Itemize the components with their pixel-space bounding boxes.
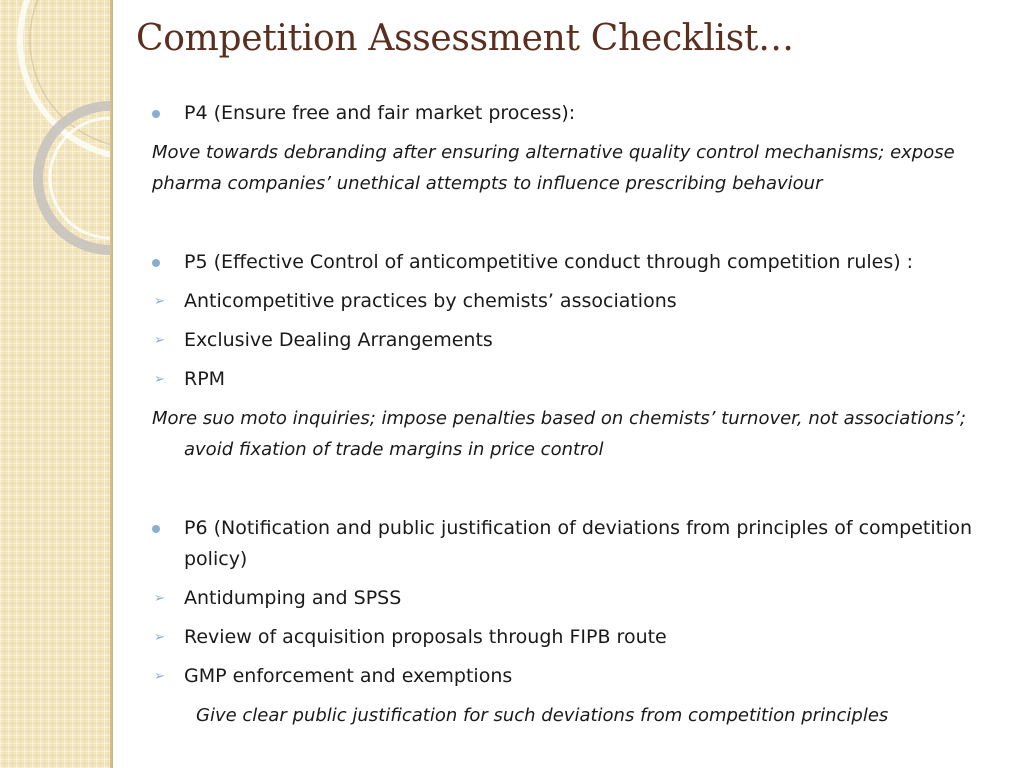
p5-note: More suo moto inquiries; impose penalties based on chemists’ turnover, not associations’; avoid fixation of trade margins in price control xyxy=(152,408,966,460)
p5-item-text: RPM xyxy=(184,368,226,390)
p5-heading-row xyxy=(152,247,1012,278)
p6-heading: P6 (Notification and public justification of deviations from principles of competition policy) xyxy=(184,517,973,570)
p5-item-text: Exclusive Dealing Arrangements xyxy=(184,329,493,351)
p6-item xyxy=(152,583,1012,614)
p5-item-text: Anticompetitive practices by chemists’ associations xyxy=(184,290,677,312)
bullet-dot-icon xyxy=(152,525,160,533)
bullet-dot-icon xyxy=(152,259,160,267)
p5-item xyxy=(152,286,1012,317)
arrow-bullet-icon: ➢ xyxy=(154,630,165,645)
p5-heading: P5 (Effective Control of anticompetitive conduct through competition rules) : xyxy=(184,251,914,273)
p5-item xyxy=(152,325,1012,356)
p6-item-text: Antidumping and SPSS xyxy=(184,587,402,609)
p6-heading-row xyxy=(152,513,1012,575)
decorative-side-panel xyxy=(0,0,113,768)
p5-item xyxy=(152,364,1012,395)
bullet-dot-icon xyxy=(152,110,160,118)
p6-item-text: Review of acquisition proposals through FIPB route xyxy=(184,626,667,648)
slide-title: Competition Assessment Checklist… xyxy=(136,18,794,59)
arrow-bullet-icon: ➢ xyxy=(154,372,165,387)
arrow-bullet-icon: ➢ xyxy=(154,333,165,348)
arrow-bullet-icon: ➢ xyxy=(154,294,165,309)
p4-heading-row xyxy=(152,98,1012,129)
p6-note: Give clear public justification for such deviations from competition principles xyxy=(196,705,889,726)
arrow-bullet-icon: ➢ xyxy=(154,591,165,606)
p4-note: Move towards debranding after ensuring alternative quality control mechanisms; expose pharma companies’ unethical attempts to influence prescribing behaviour xyxy=(152,142,955,194)
p6-item xyxy=(152,622,1012,653)
p6-item xyxy=(152,661,1012,692)
p4-heading: P4 (Ensure free and fair market process): xyxy=(184,102,576,124)
p6-item-text: GMP enforcement and exemptions xyxy=(184,665,513,687)
arrow-bullet-icon: ➢ xyxy=(154,669,165,684)
panel-edge xyxy=(110,0,113,768)
slide-body xyxy=(152,98,1012,731)
decorative-circles xyxy=(0,0,113,260)
